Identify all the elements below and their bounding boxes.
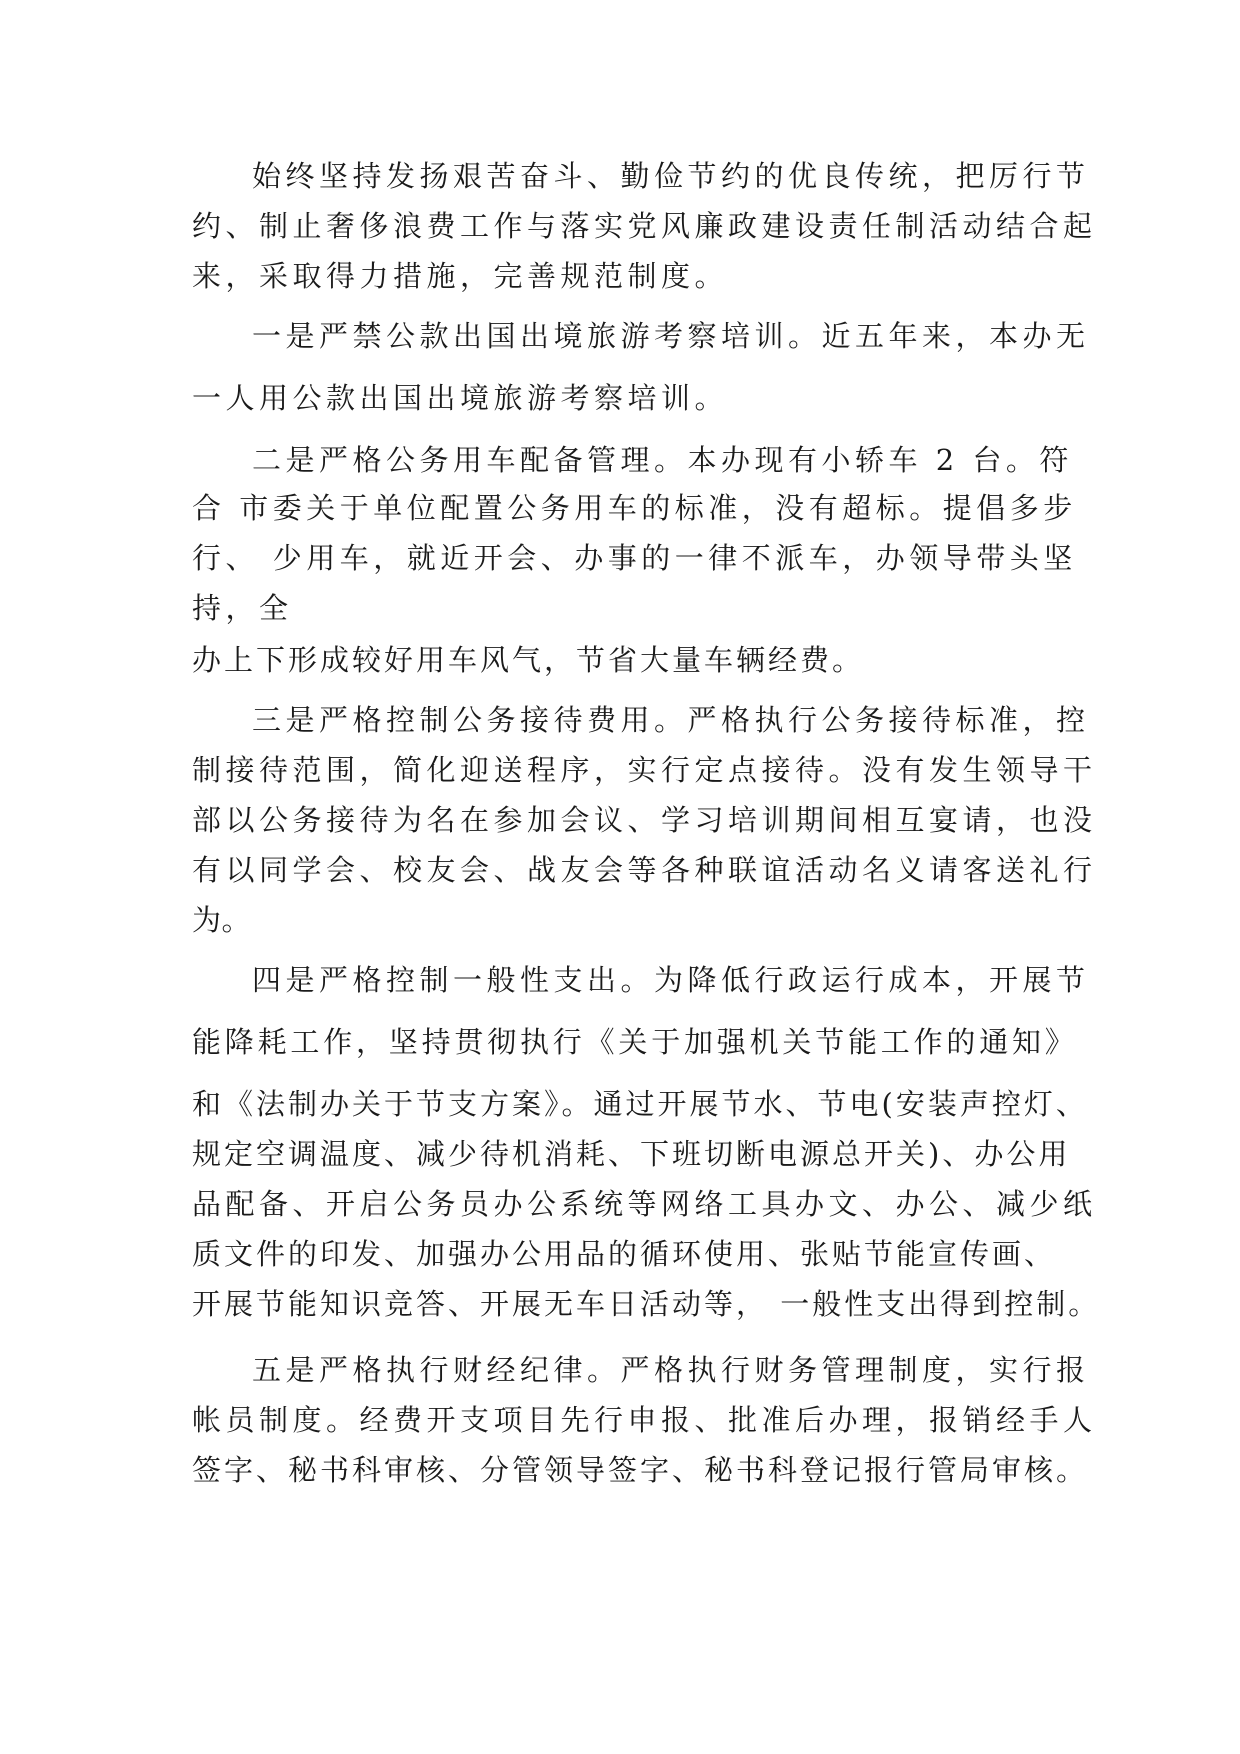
text-line: 四是严格控制一般性支出。为降低行政运行成本，开展节	[252, 963, 1090, 997]
text-line: 合 市委关于单位配置公务用车的标准，没有超标。提倡多步	[192, 491, 1077, 525]
text-line: 有以同学会、校友会、战友会等各种联谊活动名义请客送礼行	[192, 853, 1097, 887]
text-line: 规定空调温度、减少待机消耗、下班切断电源总开关)、办公用	[192, 1137, 1071, 1171]
text-line: 五是严格执行财经纪律。严格执行财务管理制度，实行报	[252, 1353, 1090, 1387]
text-line: 制接待范围，简化迎送程序，实行定点接待。没有发生领导干	[192, 753, 1097, 787]
text-line: 行、 少用车，就近开会、办事的一律不派车，办领导带头坚	[192, 541, 1077, 575]
text-line: 和《法制办关于节支方案》。通过开展节水、节电(安装声控灯、	[192, 1087, 1088, 1121]
text-line: 能降耗工作，坚持贯彻执行《关于加强机关节能工作的通知》	[192, 1025, 1078, 1059]
text-line: 部以公务接待为名在参加会议、学习培训期间相互宴请，也没	[192, 803, 1097, 837]
text-line: 帐员制度。经费开支项目先行申报、批准后办理，报销经手人	[192, 1403, 1097, 1437]
text-line: 办上下形成较好用车风气，节省大量车辆经费。	[192, 643, 865, 677]
text-line: 三是严格控制公务接待费用。严格执行公务接待标准，控	[252, 703, 1090, 737]
text-line: 来，采取得力措施，完善规范制度。	[192, 259, 729, 293]
text-line: 约、制止奢侈浪费工作与落实党风廉政建设责任制活动结合起	[192, 209, 1097, 243]
text-line: 一人用公款出国出境旅游考察培训。	[192, 381, 729, 415]
text-line: 二是严格公务用车配备管理。本办现有小轿车 2 台。符	[252, 443, 1073, 477]
text-line: 开展节能知识竞答、开展无车日活动等， 一般性支出得到控制。	[192, 1287, 1101, 1321]
text-line: 质文件的印发、加强办公用品的循环使用、张贴节能宣传画、	[192, 1237, 1057, 1271]
text-line: 一是严禁公款出国出境旅游考察培训。近五年来，本办无	[252, 319, 1090, 353]
text-line: 签字、秘书科审核、分管领导签字、秘书科登记报行管局审核。	[192, 1453, 1089, 1487]
text-line: 为。	[192, 903, 252, 937]
text-line: 持，全	[192, 591, 293, 625]
text-line: 品配备、开启公务员办公系统等网络工具办文、办公、减少纸	[192, 1187, 1097, 1221]
text-line: 始终坚持发扬艰苦奋斗、勤俭节约的优良传统，把厉行节	[252, 159, 1090, 193]
